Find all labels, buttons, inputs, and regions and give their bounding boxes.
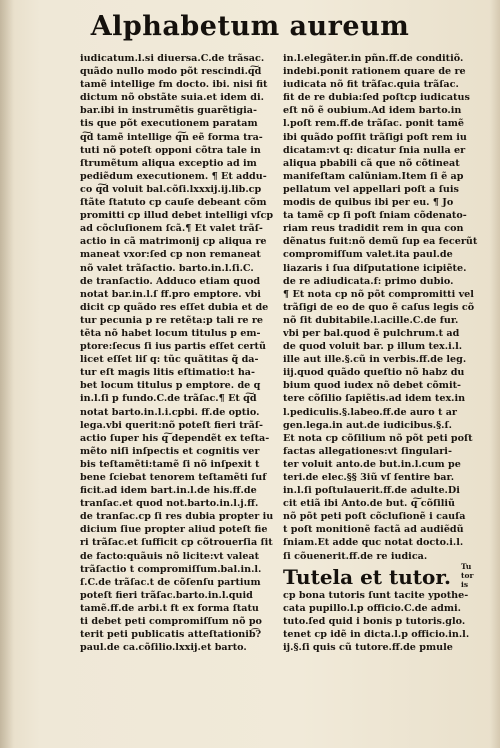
text-line: iudicatum.l.si diuersa.C.de trãsac. [80, 53, 265, 64]
text-line: ibi quãdo poſſit trãſigi poſt rem iu [283, 131, 467, 143]
text-line: in.l.ſi poſtulauerit.ff.de adulte.Di [283, 485, 460, 497]
text-line: ter voluit anto.de but.in.l.cum pe [283, 458, 461, 470]
text-line: tamẽ intellige fm docto. ibi. nisi fit [80, 79, 268, 91]
text-line: dicit cp quãdo res eſſet dubia et de [80, 301, 269, 313]
right-text-column [283, 52, 483, 654]
text-line: ſi cõuenerit.ff.de re iudica. [283, 550, 428, 562]
text-line: gen.lega.in aut.de iudicibus.§.ſ. [283, 419, 452, 431]
text-line: l.poſt rem.ff.de trãſac. ponit tamẽ [283, 118, 464, 130]
text-line: tur pecunia p re retẽta:p tali re re [80, 314, 264, 326]
text-line: ſtrumẽtum aliqua exceptio ad im [80, 157, 257, 169]
text-line: ti debet peti compromiſſum nõ po [80, 616, 262, 628]
page-edge-shadow [490, 0, 500, 748]
text-line: de tranſac.cp ſi res dubia propter iu [80, 511, 274, 523]
text-line: iudicata nõ fit trãſac.quia trãſac. [283, 79, 459, 91]
left-text-column [80, 52, 274, 654]
text-line: bene ſciebat tenorem teſtamẽti ſuf [80, 472, 267, 483]
text-line: de quod voluit bar. p illum tex.i.l. [283, 341, 463, 353]
right-column-body [283, 52, 483, 563]
text-line: ſniam.Et adde quc notat docto.i.l. [283, 537, 464, 549]
text-line: poteſt fieri trãſac.barto.in.l.quid [80, 589, 253, 601]
text-line: compromiſſum valet.ita paul.de [283, 249, 453, 261]
text-line: co q͠d voluit bal.cõſi.lxxxij.ij.lib.cp [80, 183, 262, 195]
text-line: de tranſactio. Adduco etiam quod [80, 275, 261, 287]
text-line: dictum nõ obstãte suia.et idem di. [80, 92, 264, 104]
text-line: paul.de ca.cõſilio.lxxij.et barto. [80, 642, 247, 654]
text-line: riam reus tradidit rem in qua con [283, 223, 464, 235]
text-line: manifeſtam calũniam.Item ſi ẽ ap [283, 170, 464, 182]
text-line: de re adiudicata.f: primo dubio. [283, 275, 454, 287]
text-line: notat barto.in.l.i.cpbi. ff.de optio. [80, 406, 260, 418]
text-line: tis que põt executionem paratam [80, 118, 258, 130]
text-line: tamẽ.ff.de arbi.t ft ex forma ſtatu [80, 602, 259, 614]
text-line: fit de re dubia:ſed poſtcp iudicatus [283, 92, 470, 104]
text-line: bis teſtamẽti:tamẽ ſi nõ inſpexit t [80, 458, 260, 470]
text-line: ſtãte ſtatuto cp cauſe debeant cõm [80, 197, 267, 209]
text-line: aliqua pbabili cã que nõ cõtineat [283, 157, 460, 169]
text-line: licet eſſet liſ q: tũc quãtitas q̃ da- [80, 354, 259, 366]
text-line: indebi.ponit rationem quare de re [283, 66, 466, 78]
text-line: ſ.C.de trãſac.t de cõſenſu partium [80, 576, 261, 588]
text-line: mẽto niſi inſpectis et cognitis ver [80, 445, 260, 457]
text-line: tenet cp idẽ in dicta.l.p officio.in.l. [283, 628, 470, 640]
text-line: dicatam:vt q: dicatur ſnia nulla er [283, 144, 466, 156]
text-line: notat bar.in.l.ſ ff.pro emptore. vbi [80, 288, 261, 300]
text-line: in.l.ſi p fundo.C.de trãſac.¶ Et q͠d [80, 393, 257, 405]
text-line: tẽta nõ habet locum titulus p em- [80, 327, 261, 339]
text-line: promitti cp illud debet intelligi vſcp [80, 210, 274, 222]
page-header: Alphabetum aureum [90, 11, 410, 42]
text-line: trãſactio t compromiſſum.bal.in.l. [80, 563, 262, 575]
text-line: nõ valet trãſactio. barto.in.l.ſi.C. [80, 262, 254, 274]
text-line: teri.de elec.§§ 3iũ vſ ſentire bar. [283, 472, 455, 483]
text-line: nõ ſit dubitabile.l.acille.C.de fur. [283, 314, 459, 326]
text-line: cata pupillo.l.p officio.C.de admi. [283, 602, 461, 614]
text-line: cp bona tutoris ſunt tacite ypothe- [283, 589, 469, 601]
section-heading-line [283, 563, 483, 589]
text-line: ta tamẽ cp ſi poſt ſniam cõdenato- [283, 210, 467, 222]
text-line: liazaris i ſua diſputatione icipiẽte. [283, 262, 467, 274]
text-line: tuto.ſed quid i bonis p tutoris.glo. [283, 615, 466, 627]
text-line: cit etiã ibi Anto.de but. q͠ cõſiliũ [283, 498, 456, 510]
text-line: dẽnatus fuit:nõ demũ ſup ea fecerũt [283, 236, 478, 248]
text-line: ficit.ad idem bart.in.l.de his.ff.de [80, 485, 257, 497]
text-line: actio in cã matrimonij cp aliqua re [80, 236, 267, 248]
text-line: eſt nõ ẽ oubium.Ad idem barto.in [283, 105, 462, 117]
text-line: trãſigi de eo de quo ẽ caſus legis cõ [283, 301, 475, 313]
text-line: ij.§.ſi quis cũ tutore.ff.de pmule [283, 642, 453, 654]
text-line: ad cõcluſionem ſcã.¶ Et valet trãſ- [80, 223, 263, 235]
text-line: iij.quod quãdo queſtio nõ habz du [283, 367, 465, 379]
text-line: dicium ſiue propter aliud poteſt fie [80, 524, 268, 536]
text-line: bet locum titulus p emptore. de q [80, 380, 261, 392]
section-heading: Tutela et tutor. [283, 564, 452, 589]
text-line: pediẽdum executionem. ¶ Et addu- [80, 170, 267, 182]
text-line: pellatum vel appellari poſt a ſuis [283, 183, 459, 195]
text-line: de facto:quãuis nõ licite:vt valeat [80, 550, 260, 562]
text-line: lega.vbi querit:nõ poteſt fieri trãſ- [80, 419, 263, 431]
text-line: tur eſt magis litis eſtimatio:t ha- [80, 367, 256, 379]
text-line: t poſt monitionẽ factã ad audiẽdũ [283, 524, 464, 536]
text-line: ¶ Et nota cp nõ põt compromitti vel [283, 288, 474, 300]
text-line: tere cõſilio ſapiẽtis.ad idem tex.in [283, 393, 466, 405]
section-marginal-note: Tu tor is [461, 561, 474, 589]
text-line: ille aut ille.§.cũ in verbis.ff.de leg. [283, 354, 467, 366]
text-line: in.l.elegãter.in pñn.ff.de conditiõ. [283, 53, 464, 64]
text-line: ri trãſac.et ſufficit cp cõtrouerſia ſit [80, 537, 273, 549]
text-line: maneat vxor:ſed cp non remaneat [80, 249, 261, 261]
text-line: q͠d tamẽ intellige q͠n eẽ forma tra- [80, 131, 263, 143]
text-line: tranſac.et quod not.barto.in.l.j.ff. [80, 498, 259, 510]
text-line: actio ſuper his q͠ dependẽt ex teſta- [80, 432, 270, 444]
text-line: nõ põt peti poſt cõcluſionẽ i cauſa [283, 511, 466, 523]
text-line: vbi per bal.quod ẽ pulchrum.t ad [283, 327, 460, 339]
text-line: modis de quibus ibi per eu. ¶ Jo [283, 197, 454, 209]
text-line: bar.ibi in instrumẽtis guarẽtigia- [80, 105, 257, 117]
right-column-section-body [283, 589, 483, 654]
text-line: l.pediculis.§.labeo.ff.de auro t ar [283, 406, 457, 418]
text-line: tuti nõ poteſt opponi cõtra tale in [80, 144, 261, 156]
text-line: bium quod iudex nõ debet cõmit- [283, 380, 461, 392]
text-line: Et nota cp cõſilium nõ põt peti poſt [283, 432, 473, 444]
text-line: terit peti publicatis atteſtationib͡? [80, 629, 262, 641]
text-line: ptore:ſecus ſi ius partis eſſet certũ [80, 341, 266, 353]
text-line: quãdo nullo modo põt rescindi.q͠d [80, 66, 262, 78]
text-line: factas allegationes:vt ſingulari- [283, 445, 452, 457]
